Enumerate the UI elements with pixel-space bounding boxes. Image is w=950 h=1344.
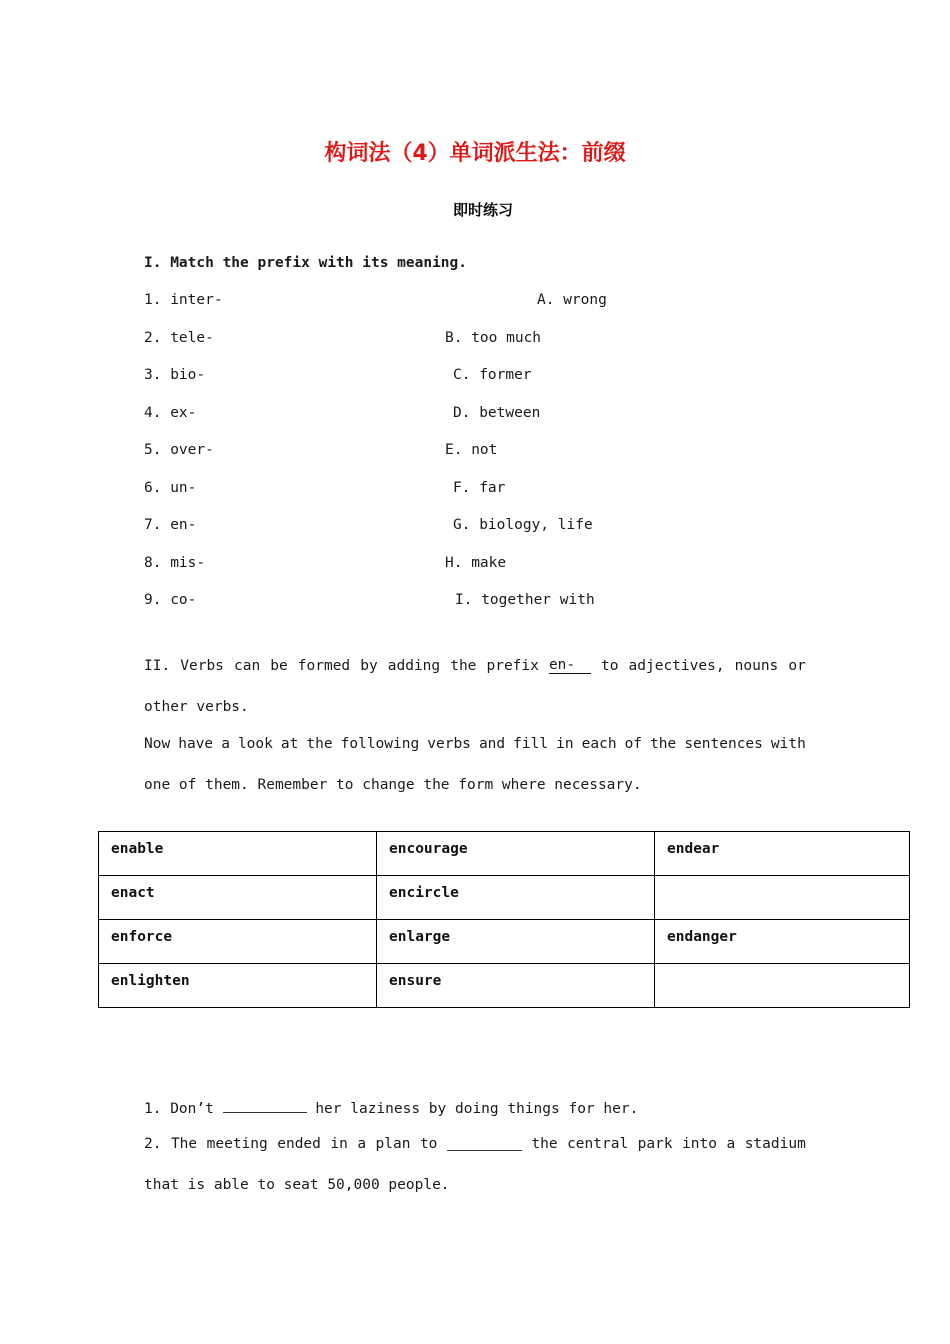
meaning-item: B. too much	[445, 330, 542, 346]
table-row	[99, 964, 910, 1008]
answer-blank[interactable]	[223, 1098, 307, 1113]
word: the	[306, 736, 333, 752]
word: a	[221, 736, 230, 752]
word: the	[531, 1136, 558, 1152]
word: in	[330, 1136, 348, 1152]
table-cell: enable	[99, 832, 377, 876]
table-cell: enforce	[99, 920, 377, 964]
page-title: 构词法（4）单词派生法：前缀	[324, 141, 626, 166]
word: or	[788, 658, 806, 674]
word: and	[478, 736, 506, 752]
word: of	[624, 736, 643, 752]
table-cell: encircle	[377, 876, 655, 920]
word: to	[601, 658, 619, 674]
word: in	[556, 736, 574, 752]
word: II.	[144, 658, 171, 674]
exercise-1	[144, 1098, 638, 1117]
prefix-item: 1. inter-	[144, 292, 223, 308]
word: by	[360, 658, 378, 674]
word: sentences	[684, 736, 763, 752]
answer-blank[interactable]	[447, 1136, 522, 1151]
table-cell: encourage	[377, 832, 655, 876]
table-row	[99, 920, 910, 964]
prefix-item: 4. ex-	[144, 405, 197, 421]
table-cell: ensure	[377, 964, 655, 1008]
word: the	[650, 736, 677, 752]
word: have	[178, 736, 214, 752]
meaning-item: I. together with	[455, 592, 595, 608]
table-row	[99, 832, 910, 876]
prefix-underlined	[549, 658, 591, 674]
word: at	[280, 736, 299, 752]
prefix-en: en-	[548, 657, 576, 673]
word: Verbs	[180, 658, 224, 674]
table-cell: endanger	[655, 920, 910, 964]
word: adjectives,	[628, 658, 725, 674]
prefix-item: 3. bio-	[144, 367, 206, 383]
meaning-item: C. former	[453, 367, 532, 383]
word: meeting	[206, 1136, 268, 1152]
table-cell: enlighten	[99, 964, 377, 1008]
table-cell	[655, 876, 910, 920]
meaning-item: H. make	[445, 555, 507, 571]
word: be	[270, 658, 288, 674]
word: to	[419, 1136, 438, 1152]
word: nouns	[734, 658, 779, 674]
word: The	[170, 1136, 198, 1152]
prefix-item: 2. tele-	[144, 330, 214, 346]
meaning-item: F. far	[453, 480, 506, 496]
page-subtitle: 即时练习	[452, 201, 513, 219]
prefix-item: 8. mis-	[144, 555, 206, 571]
table-cell	[655, 964, 910, 1008]
exercise-1-start: 1. Don’t	[144, 1101, 214, 1117]
exercise-1-end: her laziness by doing things for her.	[315, 1101, 639, 1117]
word: into	[682, 1136, 717, 1152]
table-row	[99, 876, 910, 920]
word: each	[581, 736, 617, 752]
word: central	[567, 1136, 629, 1152]
section2-intro-line1	[144, 658, 806, 674]
meaning-item: A. wrong	[537, 292, 607, 308]
section2-instruction-line1	[144, 736, 806, 752]
table-cell: enact	[99, 876, 377, 920]
word: a	[357, 1136, 367, 1152]
word: adding	[387, 658, 441, 674]
prefix-item: 6. un-	[144, 480, 197, 496]
word: a	[726, 1136, 736, 1152]
prefix-item: 5. over-	[144, 442, 214, 458]
exercise-2-line1	[144, 1136, 806, 1152]
word-table	[98, 831, 910, 1008]
word: formed	[297, 658, 351, 674]
meaning-item: E. not	[445, 442, 498, 458]
meaning-item: G. biology, life	[453, 517, 593, 533]
word: fill	[513, 736, 549, 752]
word: park	[637, 1136, 673, 1152]
word: stadium	[744, 1136, 806, 1152]
word: plan	[375, 1136, 411, 1152]
table-cell: endear	[655, 832, 910, 876]
prefix-item: 9. co-	[144, 592, 197, 608]
word: the	[450, 658, 477, 674]
word: Now	[144, 736, 171, 752]
word: prefix	[486, 658, 539, 674]
prefix-item: 7. en-	[144, 517, 197, 533]
section1-heading: I. Match the prefix with its meaning.	[144, 255, 468, 271]
word: can	[233, 658, 261, 674]
meaning-item: D. between	[453, 405, 541, 421]
table-cell: enlarge	[377, 920, 655, 964]
exercise-2-line2: that is able to seat 50,000 people.	[144, 1177, 450, 1193]
word: ended	[277, 1136, 321, 1152]
word: following	[340, 736, 420, 752]
word: verbs	[427, 736, 471, 752]
word: 2.	[144, 1136, 162, 1152]
word: with	[770, 736, 806, 752]
word: look	[237, 736, 273, 752]
section2-intro-line2: other verbs.	[144, 699, 249, 715]
section2-instruction-line2: one of them. Remember to change the form where necessary.	[144, 777, 642, 793]
